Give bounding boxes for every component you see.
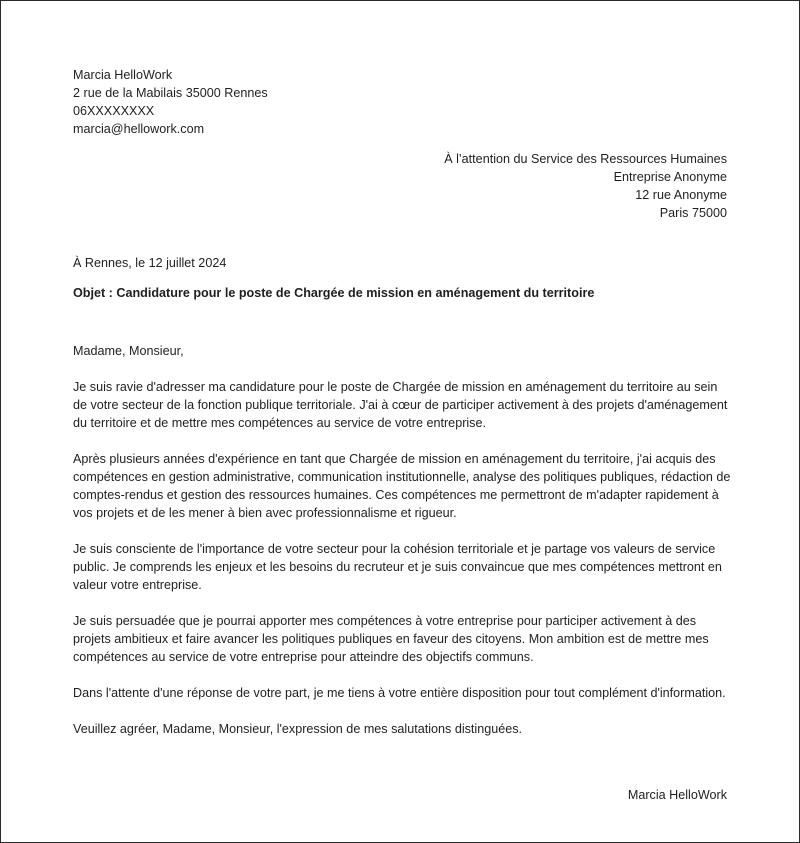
recipient-attention: À l’attention du Service des Ressources Humaines	[444, 152, 727, 166]
letter-date: À Rennes, le 12 juillet 2024	[73, 256, 227, 270]
paragraph-values: Je suis consciente de l'importance de votre secteur pour la cohésion territoriale et je partage vos valeurs de service public. Je comprends les enjeux et les besoins du recruteur et je suis convaincue que mes compétences mettront en valeur votre entreprise.	[73, 542, 722, 592]
recipient-city: Paris 75000	[659, 206, 727, 220]
sender-email: marcia@hellowork.com	[73, 122, 205, 136]
paragraph-ambition: Je suis persuadée que je pourrai apporter mes compétences à votre entreprise pour participer activement à des projets ambitieux et faire avancer les politiques publiques en faveur des citoyens. Mon ambition est de mettre mes compétences au service de votre entreprise pour atteindre des objectifs communs.	[73, 614, 709, 664]
recipient-street: 12 rue Anonyme	[635, 188, 727, 202]
recipient-block	[444, 150, 727, 222]
sender-address: 2 rue de la Mabilais 35000 Rennes	[73, 86, 268, 100]
signature: Marcia HelloWork	[627, 788, 727, 802]
salutation: Madame, Monsieur,	[73, 344, 184, 358]
sender-phone: 06XXXXXXXX	[73, 104, 155, 118]
paragraph-closing: Veuillez agréer, Madame, Monsieur, l'expression de mes salutations distinguées.	[73, 722, 523, 736]
paragraph-availability: Dans l'attente d'une réponse de votre part, je me tiens à votre entière disposition pour tout complément d'information.	[73, 686, 726, 700]
letter-body	[73, 342, 733, 756]
recipient-company: Entreprise Anonyme	[613, 170, 727, 184]
paragraph-intro: Je suis ravie d'adresser ma candidature pour le poste de Chargée de mission en aménagement du territoire au sein de votre secteur de la fonction publique territoriale. J'ai à cœur de participer activement à des projets d'aménagement du territoire et de mettre mes compétences au service de votre entreprise.	[73, 380, 728, 430]
paragraph-experience: Après plusieurs années d'expérience en tant que Chargée de mission en aménagement du territoire, j'ai acquis des compétences en gestion administrative, communication institutionnelle, analyse des politiques publiques, rédaction de comptes-rendus et gestion des ressources humaines. Ces compétences me permettront de m'adapter rapidement à vos projets et de les mener à bien avec professionnalisme et rigueur.	[73, 452, 731, 520]
sender-name: Marcia HelloWork	[73, 68, 173, 82]
letter-subject: Objet : Candidature pour le poste de Chargée de mission en aménagement du territoire	[73, 286, 595, 300]
sender-block	[73, 66, 268, 138]
